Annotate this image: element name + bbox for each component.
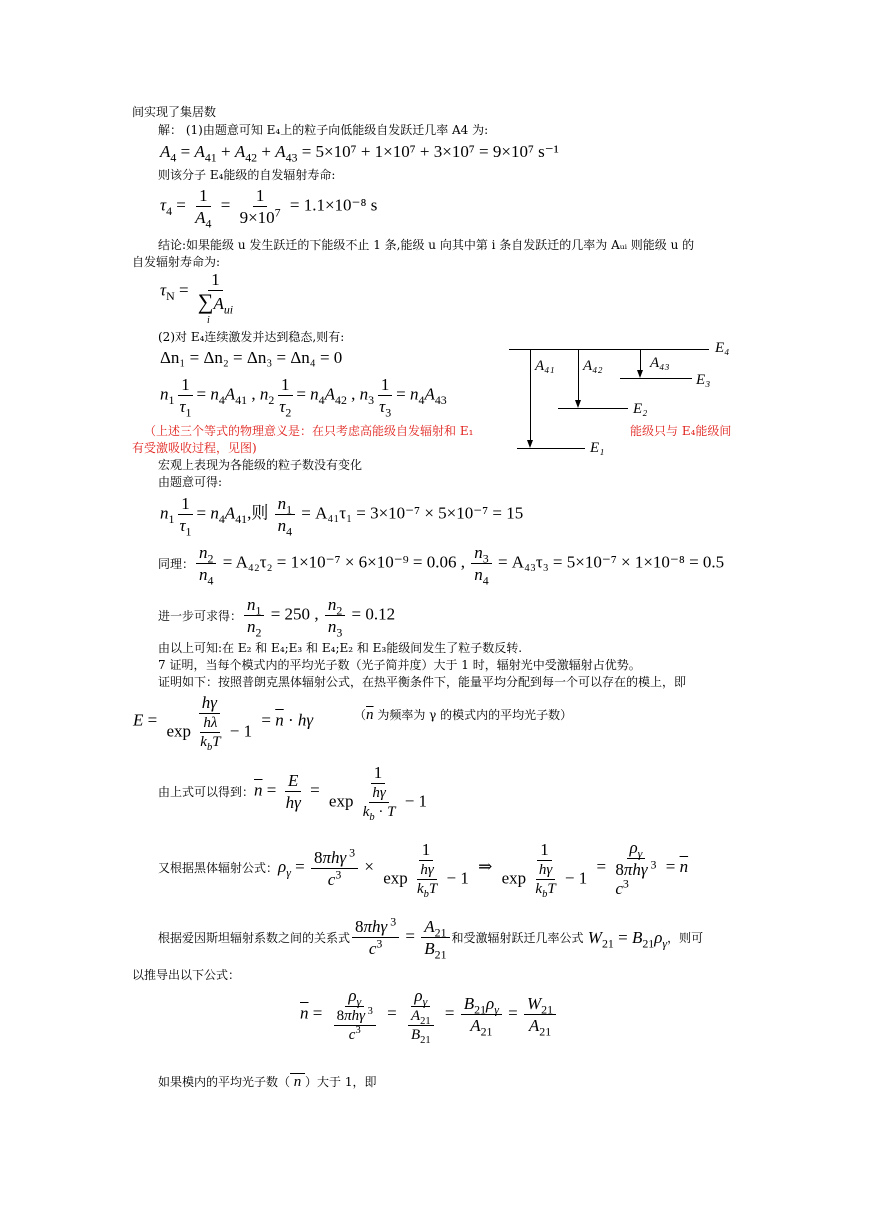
blackbody-label: 又根据黑体辐射公式： [158, 861, 279, 875]
transition-a41-label: A₄₁ [535, 358, 555, 374]
transition-a42-label: A₄₂ [583, 358, 603, 374]
equation-tau4-value: = 1.1×10⁻⁸ s [289, 195, 378, 215]
text-line-8: (2)对 E₄连续激发并达到稳态,则有: [158, 330, 345, 344]
text-line-4: 则该分子 E₄能级的自发辐射寿命: [158, 168, 336, 182]
level-e3-label: E₃ [696, 372, 711, 388]
same-label: 同理： [158, 556, 195, 571]
equation-r2-values: = A₄₂τ₂ = 1×10⁻⁷ × 6×10⁻⁹ = 0.06 [222, 552, 457, 572]
fromabove-label: 由上式可以得到： [158, 784, 255, 799]
red-note-1b: 能级只与 E₄能级间 [630, 424, 732, 438]
text-line-1: 间实现了集居数 [132, 105, 217, 119]
last-line-b: ）大于 1，即 [305, 1075, 377, 1089]
equation-blackbody-row: 又根据黑体辐射公式： $\rho_\gamma$ = $\frac{8\pi h\gamma ^3}{c^3}$ × 1 exp $\frac{h\gamma}{k_bT}$ − 1 ⇒ 1 exp $\frac{h\gamma}{k_bT}$ − 1 = $\rho_\gamma$ 8πhγ $^3$ $c^3$ = $\overline{n}$ [158, 838, 689, 900]
n-note: （$\overline{n}$ 为频率为 γ 的模式内的平均光子数） [354, 707, 573, 723]
equation-a4: $A_4 = A_{41} + A_{42} + A_{43} = 5\times 10^7 + 1\times 10^7 + 3\times 10^7 = 9\times 10^7$ s⁻¹ [160, 142, 559, 165]
equation-n-bar-row: 由上式可以得到： $\overline{n}$ = $\frac{E}{h\gamma}$ = 1 exp $\frac{h\gamma}{k_b \cdot T}$ − 1 [158, 763, 428, 823]
red-note-2: 有受激吸收过程，见图) [132, 441, 257, 455]
equation-steady-state: $n_1$ $\frac{1}{\tau_1}$ = $n_4A_{41}$ , $n_2$ $\frac{1}{\tau_2}$ = $n_4A_{42}$ , $n_3$ $\frac{1}{\tau_3}$ = $n_4A_{43}$ [160, 375, 447, 420]
level-e2-line [558, 408, 628, 409]
level-e3-line [620, 378, 692, 379]
transition-a43-line [640, 349, 641, 371]
level-e4-line [509, 349, 709, 350]
equation-same-row: 同理： $\frac{n_2}{n_4}$ = A₄₂τ₂ = 1×10⁻⁷ × 6×10⁻⁹ = 0.06 , $\frac{n_3}{n_4}$ = A₄₃τ₃ = 5×10⁻⁷ × 1×10⁻⁸ = 0.5 [158, 543, 725, 588]
text-line-6a: 结论:如果能级 u 发生跃迁的下能级不止 1 条,能级 u 向其中第 i 条自发跃迁的几率为 Aᵤᵢ 则能级 u 的 [158, 238, 695, 252]
equation-v2-value: = 0.12 [351, 604, 396, 624]
last-line: 如果模内的平均光子数（ n ）大于 1，即 [158, 1074, 377, 1090]
text-line-2: 解： (1)由题意可知 E₄上的粒子向低能级自发跃迁几率 A4 为: [158, 123, 489, 137]
problem-7: 7 证明，当每个模式内的平均光子数（光子简并度）大于 1 时，辐射光中受激辐射占优势。 [158, 658, 641, 672]
derive-line: 以推导出以下公式： [132, 968, 241, 982]
level-e2-label: E₂ [633, 401, 648, 417]
further-label: 进一步可求得： [158, 608, 243, 623]
equation-final: $\overline{n}$ = $\frac{\rho_\gamma}{\frac{8\pi h\gamma ^3}{c^3}}$ = $\frac{\rho_\gamma}{\frac{A_{21}}{B_{21}}}$ = $\frac{B_{21}\rho_\gamma}{A_{21}}$ = $\frac{W_{21}}{A_{21}}$ [300, 986, 558, 1043]
equation-planck: E = hγ exp $\frac{h\lambda}{k_bT}$ − 1 = $\overline{n} \cdot h\gamma$ [133, 693, 314, 753]
transition-a43-arrow [637, 370, 643, 378]
n-note-text: 为频率为 γ 的模式内的平均光子数） [377, 708, 573, 722]
equation-n1-n4: $n_1$ $\frac{1}{\tau_1}$ = $n_4A_{41}$,则 $\frac{n_1}{n_4}$ = A₄₁τ₁ = 3×10⁻⁷ × 5×10⁻⁷ = 15 [160, 494, 524, 539]
transition-a42-line [578, 349, 579, 401]
equation-v1-value: = 250 [270, 604, 311, 624]
red-note-1: （上述三个等式的物理意义是：在只考虑高能级自发辐射和 E₁ [144, 424, 474, 438]
equation-a4-values: = 5×10⁷ + 1×10⁷ + 3×10⁷ = 9×10⁷ s⁻¹ [301, 142, 559, 161]
text-line-12: 由题意可得: [158, 475, 223, 489]
transition-a41-line [530, 349, 531, 441]
conclusion-line: 由以上可知:在 E₂ 和 E₄;E₃ 和 E₄;E₂ 和 E₃能级间发生了粒子数反转. [158, 641, 523, 655]
transition-a43-label: A₄₃ [650, 355, 670, 371]
level-e4-label: E₄ [715, 340, 730, 356]
einstein-label: 根据爱因斯坦辐射系数之间的关系式 [158, 930, 351, 945]
equation-tau-n: $\tau_N$ = $\frac{1}{\sum A_{ui}}$ [160, 270, 234, 317]
level-e1-label: E₁ [590, 440, 605, 456]
einstein-label-2: 和受激辐射跃迁几率公式 [451, 930, 584, 945]
text-line-11: 宏观上表现为各能级的粒子数没有变化 [158, 458, 363, 472]
equation-further-row: 进一步可求得： $\frac{n_1}{n_2}$ = 250 , $\frac{n_2}{n_3}$ = 0.12 [158, 595, 396, 640]
proof-line: 证明如下：按照普朗克黑体辐射公式，在热平衡条件下，能量平均分配到每一个可以存在的模上，即 [158, 675, 687, 689]
transition-a41-arrow [527, 440, 533, 448]
transition-a42-arrow [575, 400, 581, 408]
equation-tau4: $\tau_4$ = $\frac{1}{A_4}$ = $\frac{1}{9\times 10^7}$ = 1.1×10⁻⁸ s [160, 186, 378, 231]
text-line-6b: 自发辐射寿命为: [132, 255, 221, 269]
equation-r1-values: = A₄₁τ₁ = 3×10⁻⁷ × 5×10⁻⁷ = 15 [301, 503, 524, 523]
einstein-label-3: ，则可 [667, 930, 704, 945]
last-line-a: 如果模内的平均光子数（ [158, 1075, 291, 1089]
level-e1-line [517, 448, 585, 449]
einstein-row: 根据爱因斯坦辐射系数之间的关系式 $\frac{8\pi h\gamma ^3}{c^3}$ = $\frac{A_{21}}{B_{21}}$ 和受激辐射跃迁几率公式 $W_{21} = B_{21}\rho_\gamma$ ，则可 [158, 914, 704, 962]
sum-index: i [207, 315, 210, 326]
equation-r3-values: = A₄₃τ₃ = 5×10⁻⁷ × 1×10⁻⁸ = 0.5 [497, 552, 725, 572]
equation-delta-n: Δn₁ = Δn₂ = Δn₃ = Δn₄ = 0 [160, 348, 343, 367]
